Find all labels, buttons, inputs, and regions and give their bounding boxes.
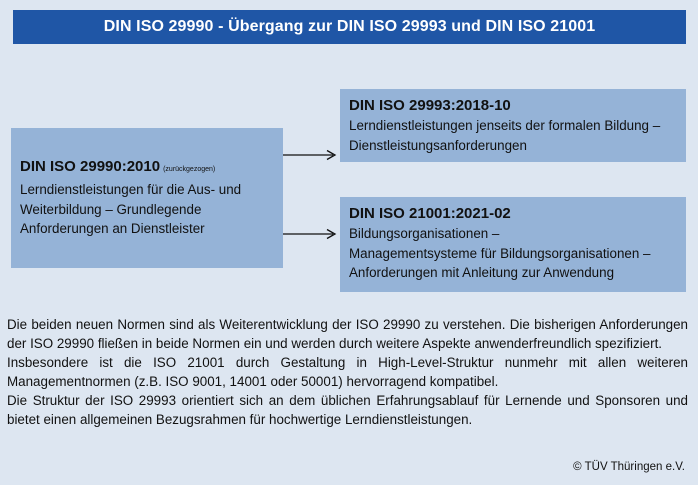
box-29993-line-1: Lerndienstleistungen jenseits der formalen Bildung – — [349, 118, 661, 133]
diagram-title: DIN ISO 29990 - Übergang zur DIN ISO 29993 und DIN ISO 21001 — [13, 10, 686, 44]
box-29993-line-2: Dienstleistungsanforderungen — [349, 137, 527, 153]
box-din-iso-21001 — [340, 197, 686, 292]
description-text — [7, 315, 688, 429]
box-29993-heading: DIN ISO 29993:2018-10 — [349, 97, 511, 114]
box-29990-head-text: DIN ISO 29990:2010 — [20, 158, 161, 175]
paragraph-1: Die beiden neuen Normen sind als Weiterentwicklung der ISO 29990 zu verstehen. Die bisherigen Anforderungen der ISO 29990 fließen in beide Normen ein und werden durch weitere Aspekte anwenderfreundlich spezifiziert. — [7, 317, 688, 351]
box-29990-line-1: Lerndienstleistungen für die Aus- und — [20, 182, 242, 197]
box-29990-line-2: Weiterbildung – Grundlegende — [20, 201, 202, 217]
box-21001-line-2: Managementsysteme für Bildungsorganisationen – — [349, 245, 651, 261]
paragraph-2: Insbesondere ist die ISO 21001 durch Gestaltung in High-Level-Struktur nunmehr mit allen weiteren Managementnormen (z.B. ISO 9001, 14001 oder 50001) hervorragend kompatibel. — [7, 355, 688, 389]
paragraph-3: Die Struktur der ISO 29993 orientiert sich an dem üblichen Erfahrungsablauf für Lernende und Sponsoren und bietet einen allgemeinen Bezugsrahmen für hochwertige Lerndienstleistungen. — [7, 393, 688, 427]
box-21001-line-1: Bildungsorganisationen – — [349, 226, 500, 241]
copyright-notice: © TÜV Thüringen e.V. — [573, 461, 685, 473]
box-29990-line-3: Anforderungen an Dienstleister — [20, 221, 205, 236]
withdrawn-note: (zurückgezogen) — [163, 166, 216, 173]
arrow-to-29993 — [283, 148, 341, 162]
box-din-iso-29993 — [340, 89, 686, 162]
box-29990-heading — [20, 157, 283, 180]
arrow-to-21001 — [283, 227, 341, 241]
box-21001-heading: DIN ISO 21001:2021-02 — [349, 205, 511, 222]
box-din-iso-29990 — [11, 128, 283, 268]
box-21001-line-3: Anforderungen mit Anleitung zur Anwendung — [349, 265, 615, 280]
